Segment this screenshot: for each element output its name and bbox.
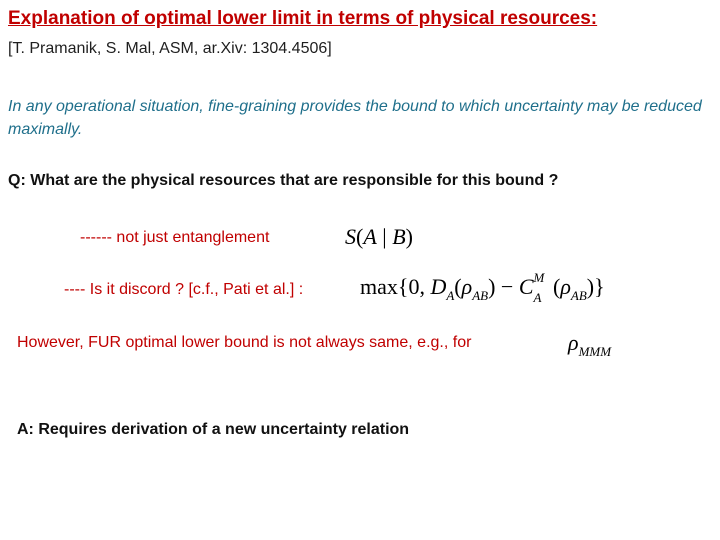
however-statement: However, FUR optimal lower bound is not always same, e.g., for (17, 334, 472, 351)
discord-max-formula: max{0, $D_A(\rho_{AB}) - C$ M A $(\rho_{AB})$} (360, 270, 605, 305)
answer-text: A: Requires derivation of a new uncertainty relation (17, 421, 410, 438)
question-text: Q: What are the physical resources that are responsible for this bound ? (8, 172, 559, 189)
slide-title: Explanation of optimal lower limit in terms of physical resources: (8, 8, 598, 29)
reference-citation: [T. Pramanik, S. Mal, ASM, ar.Xiv: 1304.4506] (8, 40, 332, 57)
conditional-entropy-formula: S(A | B) (345, 224, 413, 249)
intro-statement: In any operational situation, fine-graining provides the bound to which uncertainty may be reduced maximally. (8, 98, 702, 138)
point-not-entanglement: ------ not just entanglement (80, 229, 270, 246)
rho-mmm-symbol: $\rho_{MMM}$ (568, 330, 612, 359)
point-discord: ---- Is it discord ? [c.f., Pati et al.] : (64, 281, 304, 298)
